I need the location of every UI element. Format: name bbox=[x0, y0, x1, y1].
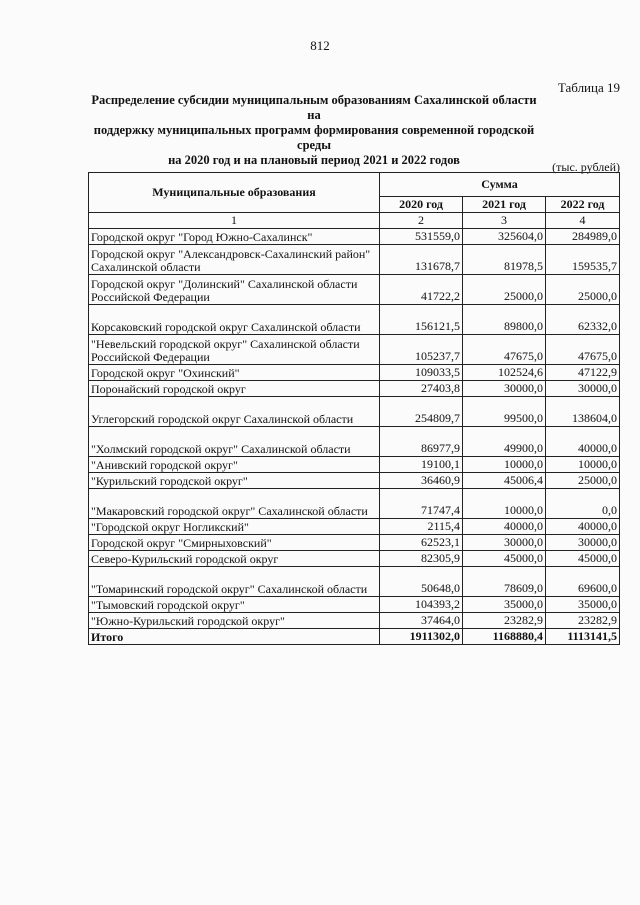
units-label: (тыс. рублей) bbox=[552, 160, 620, 174]
value-2021-cell: 81978,5 bbox=[463, 245, 546, 275]
value-2021-cell: 49900,0 bbox=[463, 427, 546, 457]
value-2022-cell: 25000,0 bbox=[546, 473, 620, 489]
table-row bbox=[89, 427, 620, 457]
entity-name-cell: "Тымовский городской округ" bbox=[89, 597, 380, 613]
value-2021-cell: 25000,0 bbox=[463, 275, 546, 305]
value-2020-cell: 156121,5 bbox=[380, 305, 463, 335]
value-2021-cell: 99500,0 bbox=[463, 397, 546, 427]
column-number: 2 bbox=[380, 213, 463, 229]
value-2021-cell: 30000,0 bbox=[463, 381, 546, 397]
value-2020-cell: 50648,0 bbox=[380, 567, 463, 597]
value-2020-cell: 82305,9 bbox=[380, 551, 463, 567]
value-2022-cell: 40000,0 bbox=[546, 519, 620, 535]
table-label: Таблица 19 bbox=[557, 80, 620, 95]
value-2022-cell: 30000,0 bbox=[546, 535, 620, 551]
header-year-2020: 2020 год bbox=[380, 197, 463, 213]
table-row bbox=[89, 613, 620, 629]
table-row bbox=[89, 397, 620, 427]
value-2020-cell: 37464,0 bbox=[380, 613, 463, 629]
table-row bbox=[89, 489, 620, 519]
entity-name-cell: Городской округ "Город Южно-Сахалинск" bbox=[89, 229, 380, 245]
entity-name-cell: "Томаринский городской округ" Сахалинской области bbox=[89, 567, 380, 597]
value-2021-cell: 45006,4 bbox=[463, 473, 546, 489]
header-year-2021: 2021 год bbox=[463, 197, 546, 213]
title-line: Распределение субсидии муниципальным образованиям Сахалинской области на bbox=[91, 93, 537, 122]
table-row bbox=[89, 381, 620, 397]
table-row bbox=[89, 457, 620, 473]
table-row bbox=[89, 473, 620, 489]
value-2021-cell: 47675,0 bbox=[463, 335, 546, 365]
value-2022-cell: 69600,0 bbox=[546, 567, 620, 597]
entity-name-cell: Итого bbox=[89, 629, 380, 645]
value-2020-cell: 2115,4 bbox=[380, 519, 463, 535]
value-2022-cell: 40000,0 bbox=[546, 427, 620, 457]
column-number: 4 bbox=[546, 213, 620, 229]
value-2022-cell: 138604,0 bbox=[546, 397, 620, 427]
table-row bbox=[89, 275, 620, 305]
value-2022-cell: 10000,0 bbox=[546, 457, 620, 473]
subsidy-table bbox=[88, 172, 620, 645]
value-2022-cell: 25000,0 bbox=[546, 275, 620, 305]
value-2022-cell: 0,0 bbox=[546, 489, 620, 519]
title-line: на 2020 год и на плановый период 2021 и 2022 годов bbox=[168, 153, 460, 167]
value-2021-cell: 102524,6 bbox=[463, 365, 546, 381]
entity-name-cell: "Макаровский городской округ" Сахалинской области bbox=[89, 489, 380, 519]
table-row bbox=[89, 597, 620, 613]
entity-name-cell: "Южно-Курильский городской округ" bbox=[89, 613, 380, 629]
table-row bbox=[89, 245, 620, 275]
value-2022-cell: 35000,0 bbox=[546, 597, 620, 613]
value-2020-cell: 62523,1 bbox=[380, 535, 463, 551]
value-2021-cell: 30000,0 bbox=[463, 535, 546, 551]
value-2022-cell: 159535,7 bbox=[546, 245, 620, 275]
entity-name-cell: "Холмский городской округ" Сахалинской области bbox=[89, 427, 380, 457]
value-2022-cell: 47122,9 bbox=[546, 365, 620, 381]
entity-name-cell: "Курильский городской округ" bbox=[89, 473, 380, 489]
value-2021-cell: 89800,0 bbox=[463, 305, 546, 335]
table-row bbox=[89, 519, 620, 535]
value-2020-cell: 105237,7 bbox=[380, 335, 463, 365]
entity-name-cell: Корсаковский городской округ Сахалинской области bbox=[89, 305, 380, 335]
page-number: 812 bbox=[310, 38, 330, 53]
entity-name-cell: "Анивский городской округ" bbox=[89, 457, 380, 473]
header-sum: Сумма bbox=[380, 173, 620, 197]
value-2020-cell: 19100,1 bbox=[380, 457, 463, 473]
value-2022-cell: 47675,0 bbox=[546, 335, 620, 365]
table-row bbox=[89, 365, 620, 381]
table-row bbox=[89, 305, 620, 335]
value-2020-cell: 131678,7 bbox=[380, 245, 463, 275]
entity-name-cell: Углегорский городской округ Сахалинской области bbox=[89, 397, 380, 427]
entity-name-cell: Поронайский городской округ bbox=[89, 381, 380, 397]
value-2020-cell: 86977,9 bbox=[380, 427, 463, 457]
value-2021-cell: 40000,0 bbox=[463, 519, 546, 535]
document-title bbox=[88, 93, 540, 168]
value-2022-cell: 284989,0 bbox=[546, 229, 620, 245]
value-2021-cell: 45000,0 bbox=[463, 551, 546, 567]
value-2021-cell: 35000,0 bbox=[463, 597, 546, 613]
value-2021-cell: 325604,0 bbox=[463, 229, 546, 245]
entity-name-cell: Городской округ "Долинский" Сахалинской области Российской Федерации bbox=[89, 275, 380, 305]
value-2022-cell: 45000,0 bbox=[546, 551, 620, 567]
value-2020-cell: 254809,7 bbox=[380, 397, 463, 427]
entity-name-cell: "Городской округ Ногликский" bbox=[89, 519, 380, 535]
table-row bbox=[89, 535, 620, 551]
entity-name-cell: Городской округ "Александровск-Сахалинский район" Сахалинской области bbox=[89, 245, 380, 275]
header-entity: Муниципальные образования bbox=[89, 173, 380, 213]
value-2020-cell: 104393,2 bbox=[380, 597, 463, 613]
column-number: 1 bbox=[89, 213, 380, 229]
value-2022-cell: 30000,0 bbox=[546, 381, 620, 397]
value-2020-cell: 36460,9 bbox=[380, 473, 463, 489]
value-2020-cell: 531559,0 bbox=[380, 229, 463, 245]
table-row bbox=[89, 551, 620, 567]
value-2021-cell: 78609,0 bbox=[463, 567, 546, 597]
entity-name-cell: Городской округ "Охинский" bbox=[89, 365, 380, 381]
table-row bbox=[89, 335, 620, 365]
value-2021-cell: 10000,0 bbox=[463, 489, 546, 519]
value-2021-cell: 1168880,4 bbox=[463, 629, 546, 645]
value-2020-cell: 1911302,0 bbox=[380, 629, 463, 645]
value-2020-cell: 27403,8 bbox=[380, 381, 463, 397]
table-row bbox=[89, 229, 620, 245]
value-2022-cell: 1113141,5 bbox=[546, 629, 620, 645]
total-row bbox=[89, 629, 620, 645]
value-2022-cell: 62332,0 bbox=[546, 305, 620, 335]
entity-name-cell: Городской округ "Смирныховский" bbox=[89, 535, 380, 551]
table-body bbox=[89, 229, 620, 645]
value-2020-cell: 41722,2 bbox=[380, 275, 463, 305]
value-2020-cell: 71747,4 bbox=[380, 489, 463, 519]
value-2021-cell: 23282,9 bbox=[463, 613, 546, 629]
value-2022-cell: 23282,9 bbox=[546, 613, 620, 629]
entity-name-cell: "Невельский городской округ" Сахалинской области Российской Федерации bbox=[89, 335, 380, 365]
header-year-2022: 2022 год bbox=[546, 197, 620, 213]
column-number: 3 bbox=[463, 213, 546, 229]
entity-name-cell: Северо-Курильский городской округ bbox=[89, 551, 380, 567]
title-line: поддержку муниципальных программ формирования современной городской среды bbox=[93, 123, 535, 152]
value-2021-cell: 10000,0 bbox=[463, 457, 546, 473]
table-row bbox=[89, 567, 620, 597]
value-2020-cell: 109033,5 bbox=[380, 365, 463, 381]
